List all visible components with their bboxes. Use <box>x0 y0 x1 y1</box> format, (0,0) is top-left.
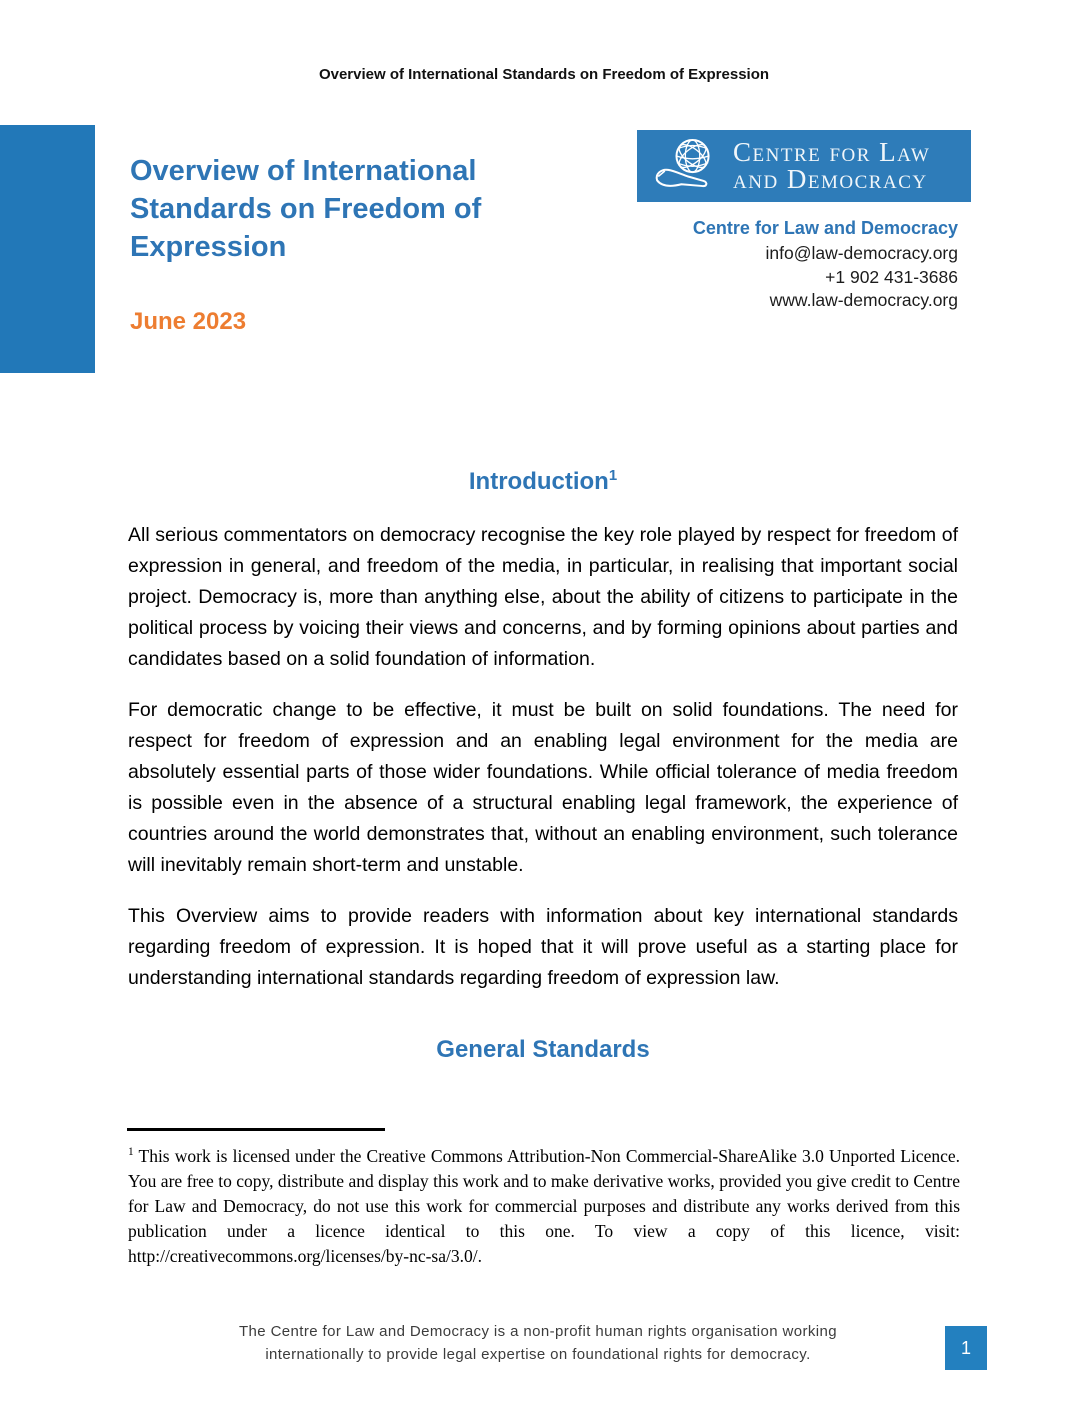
contact-email: info@law-democracy.org <box>765 243 958 263</box>
footnote <box>128 1140 960 1269</box>
footer-tagline: The Centre for Law and Democracy is a non-profit human rights organisation working internationally to provide legal expertise on foundational rights for democracy. <box>238 1323 838 1363</box>
footnote-reference: 1 <box>608 468 618 484</box>
general-standards-heading: General Standards <box>436 1036 650 1063</box>
org-logo <box>637 130 971 202</box>
document-title: Overview of International Standards on Freedom of Expression <box>130 155 482 263</box>
page-footer <box>148 1320 928 1366</box>
page-number: 1 <box>960 1337 971 1358</box>
introduction-heading-text: Introduction <box>468 468 609 495</box>
logo-line-2: and Democracy <box>733 164 928 194</box>
contact-website: www.law-democracy.org <box>769 290 958 310</box>
contact-org-name: Centre for Law and Democracy <box>692 218 958 238</box>
footnote-licence-link[interactable]: http://creativecommons.org/licenses/by-nc-sa/3.0/ <box>128 1245 478 1266</box>
logo-wordmark <box>733 139 930 193</box>
contact-phone: +1 902 431-3686 <box>825 266 958 287</box>
paragraph-1: All serious commentators on democracy recognise the key role played by respect for freedom of expression in general, and freedom of the media, in particular, in realising that important social project. Democracy is, more than anything else, about the ability of citizens to participate in the political process by voicing their views and concerns, and by forming opinions about parties and candidates based on a solid foundation of information. <box>128 524 958 670</box>
left-accent-bar <box>0 125 95 373</box>
logo-line-1: Centre for Law <box>733 137 931 167</box>
main-content <box>128 460 958 1066</box>
page-number-badge <box>945 1326 987 1370</box>
running-header: Overview of International Standards on Freedom of Expression <box>318 66 770 83</box>
footnote-marker: 1 <box>128 1146 134 1158</box>
footnote-suffix: . <box>477 1245 482 1266</box>
footnote-separator <box>127 1128 385 1131</box>
globe-in-hand-icon <box>647 135 727 197</box>
introduction-heading <box>128 460 958 498</box>
contact-block <box>693 216 958 313</box>
footnote-text: This work is licensed under the Creative Commons Attribution-Non Commercial-ShareAlike 3.0 Unported Licence. You are free to copy, distribute and display this work and to make derivative works, provided you give credit to Centre for Law and Democracy, do not use this work for commercial purposes and distribute any works derived from this publication under a licence identical to this one. To view a copy of this licence, visit: <box>128 1145 961 1241</box>
paragraph-3: This Overview aims to provide readers with information about key international standards regarding freedom of expression. It is hoped that it will prove useful as a starting place for understanding international standards regarding freedom of expression law. <box>128 905 958 989</box>
document-date: June 2023 <box>130 308 247 335</box>
paragraph-2: For democratic change to be effective, it must be built on solid foundations. The need for respect for freedom of expression and an enabling legal environment for the media are absolutely essential parts of those wider foundations. While official tolerance of media freedom is possible even in the absence of a structural enabling legal framework, the experience of countries around the world demonstrates that, without an enabling environment, such tolerance will inevitably remain short-term and unstable. <box>128 699 958 876</box>
